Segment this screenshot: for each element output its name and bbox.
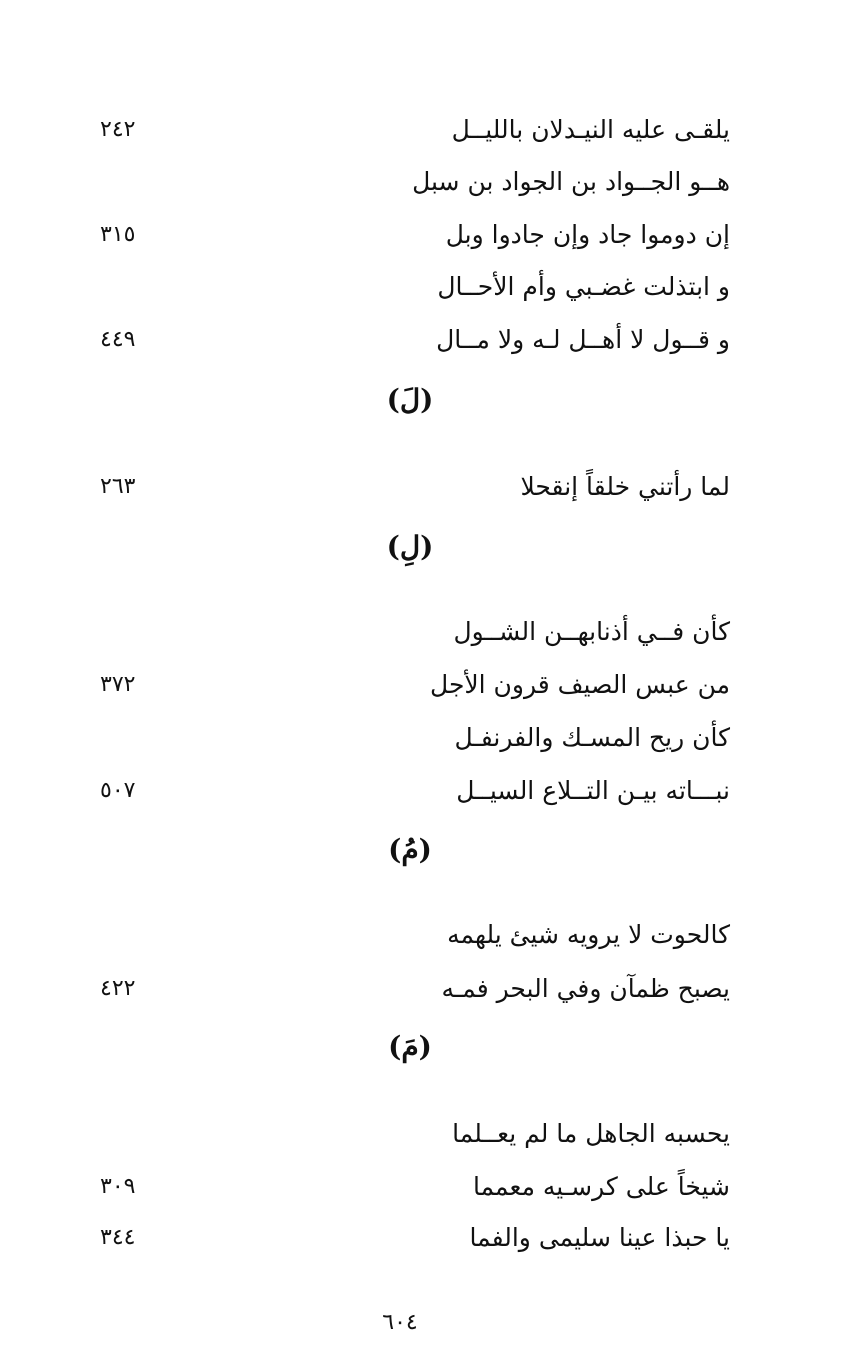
index-entry [60,1165,730,1209]
index-entry [60,1112,730,1156]
verse-line: يصبح ظمآن وفي البحر فمـه [441,974,730,1003]
verse-line: كأن فــي أذنابهــن الشــول [453,617,730,646]
verse-line: يا حبذا عينا سليمى والفما [469,1223,730,1252]
page-reference: ٣٤٤ [100,1225,136,1250]
verse-line: و قــول لا أهــل لـه ولا مــال [436,325,730,354]
verse-line: لما رأتني خلقاً إنقحلا [520,472,730,501]
index-entry [60,318,730,362]
rhyme-heading: (مَ) [388,1030,432,1063]
index-entry [60,160,730,204]
verse-line: كأن ريح المسـك والفرنفـل [454,723,730,752]
index-entry [60,913,730,957]
verse-line: كالحوت لا يرويه شيئ يلهمه [447,920,730,949]
page-reference: ٤٤٩ [100,327,136,352]
verse-line: يحسبه الجاهل ما لم يعــلما [452,1119,730,1148]
index-entry [60,610,730,654]
index-entry [60,1216,730,1260]
rhyme-heading: (مُ) [388,833,432,866]
verse-line: من عبس الصيف قرون الأجل [430,670,730,699]
index-entry [60,769,730,813]
verse-line: نبـــاته بيـن التــلاع السيــل [456,776,730,805]
verse-line: شيخاً على كرسـيه معمما [472,1172,730,1201]
page-reference: ٢٦٣ [100,474,136,499]
index-entry [60,663,730,707]
index-entry [60,967,730,1011]
page-reference: ٤٢٢ [100,976,136,1001]
verse-line: هــو الجــواد بن الجواد بن سبل [412,167,730,196]
page-reference: ٣٠٩ [100,1174,136,1199]
page-reference: ٣١٥ [100,222,136,247]
verse-line: و ابتذلت غضـبي وأم الأحــال [437,272,730,301]
page-reference: ٣٧٢ [100,672,136,697]
index-entry [60,213,730,257]
rhyme-heading: (لِ) [386,530,434,563]
rhyme-heading: (لَ) [386,383,434,416]
page-reference: ٥٠٧ [100,778,136,803]
verse-line: يلقـى عليه النيـدلان بالليــل [451,115,730,144]
verse-line: إن دوموا جاد وإن جادوا وبل [445,220,730,249]
page-reference: ٢٤٢ [100,117,136,142]
index-entry [60,716,730,760]
index-entry [60,465,730,509]
page-number: ٦٠٤ [382,1310,418,1335]
index-entry [60,108,730,152]
index-entry [60,265,730,309]
